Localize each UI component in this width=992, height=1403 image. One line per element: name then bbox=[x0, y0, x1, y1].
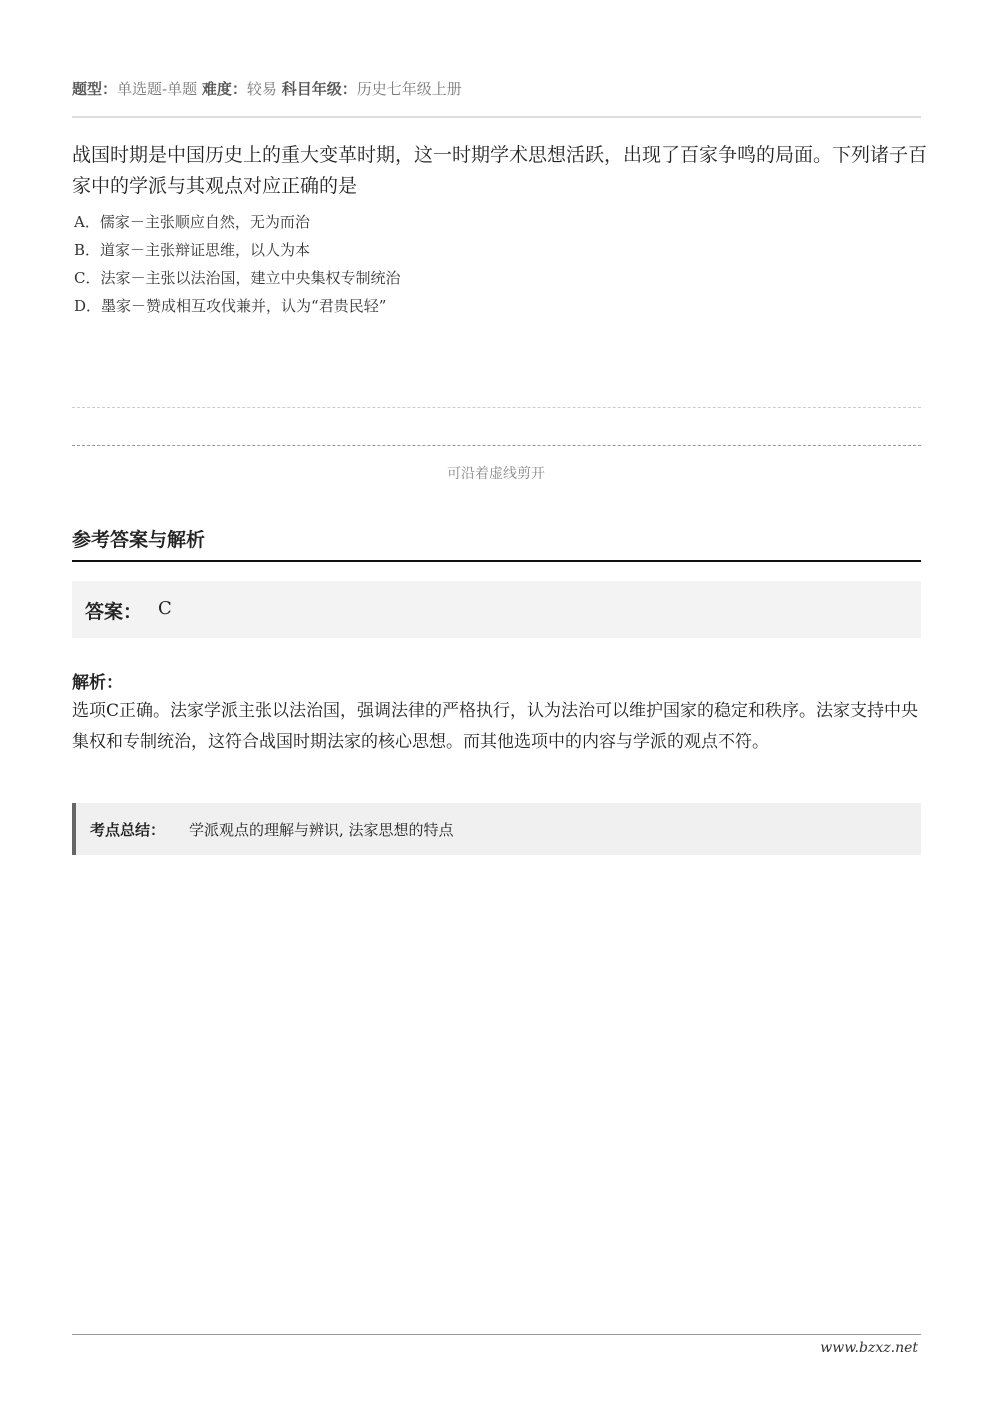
footer-site: www.bzxz.net bbox=[820, 1340, 918, 1356]
question-stem: 战国时期是中国历史上的重大变革时期，这一时期学术思想活跃，出现了百家争鸣的局面。下列诸子百家中的学派与其观点对应正确的是 bbox=[72, 144, 928, 197]
option-c: C．法家－主张以法治国，建立中央集权专制统治 bbox=[74, 269, 401, 287]
question-meta bbox=[72, 78, 462, 99]
answer-section-title: 参考答案与解析 bbox=[72, 529, 206, 551]
key-points-label: 考点总结： bbox=[90, 821, 166, 839]
answer-label: 答案： bbox=[85, 601, 143, 623]
answer-box bbox=[72, 581, 921, 638]
option-d: D．墨家－赞成相互攻伐兼并，认为“君贵民轻” bbox=[74, 297, 387, 315]
difficulty-label: 难度： bbox=[201, 80, 247, 98]
subject-label: 科目年级： bbox=[281, 80, 357, 98]
answer-value: C bbox=[158, 598, 172, 619]
key-points-box bbox=[72, 803, 921, 855]
divider bbox=[72, 560, 921, 562]
footer-divider bbox=[72, 1334, 921, 1335]
option-a: A．儒家－主张顺应自然，无为而治 bbox=[74, 213, 310, 231]
key-points-value: 学派观点的理解与辨识, 法家思想的特点 bbox=[189, 821, 454, 839]
difficulty-value: 较易 bbox=[246, 80, 277, 98]
cut-hint: 可沿着虚线剪开 bbox=[447, 466, 545, 482]
subject-value: 历史七年级上册 bbox=[356, 80, 462, 98]
explanation-text: 选项C正确。法家学派主张以法治国，强调法律的严格执行，认为法治可以维护国家的稳定和秩序。法家支持中央集权和专制统治，这符合战国时期法家的核心思想。而其他选项中的内容与学派的观点不符。 bbox=[72, 701, 919, 752]
divider bbox=[72, 116, 921, 118]
type-value: 单选题-单题 bbox=[117, 80, 198, 98]
explanation-label: 解析： bbox=[72, 673, 123, 693]
cut-line bbox=[72, 407, 921, 408]
option-b: B．道家－主张辩证思维，以人为本 bbox=[74, 241, 311, 259]
cut-line bbox=[72, 445, 921, 446]
type-label: 题型： bbox=[72, 80, 118, 98]
